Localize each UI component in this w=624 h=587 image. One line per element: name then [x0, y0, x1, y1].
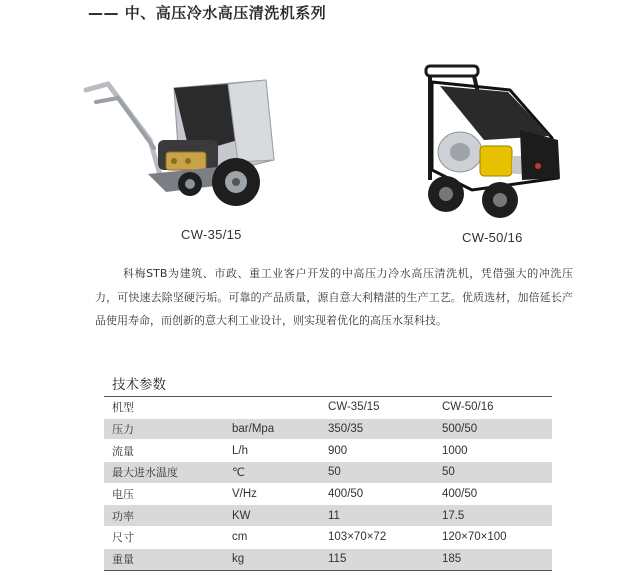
product-image-cw-35-15: [78, 70, 278, 220]
spec-row-label: 电压: [112, 488, 134, 502]
spec-row-unit: KW: [232, 509, 251, 522]
spec-row-value-cw-35-15: 400/50: [328, 488, 364, 501]
spec-row-value-cw-35-15: 11: [328, 509, 340, 522]
spec-row-value-cw-50-16: 185: [441, 553, 462, 566]
spec-header-cw-35-15: CW-35/15: [328, 401, 380, 414]
spec-row-weight: [104, 548, 552, 570]
product-caption-cw-50-16: CW-50/16: [462, 230, 523, 245]
spec-table: [104, 396, 552, 571]
spec-row-voltage: [104, 483, 552, 505]
spec-row-flow: [104, 440, 552, 462]
spec-row-value-cw-35-15: 900: [328, 444, 348, 457]
spec-row-label: 最大进水温度: [112, 466, 178, 480]
product-image-cw-50-16: [412, 60, 572, 220]
spec-row-unit: V/Hz: [232, 488, 257, 501]
spec-row-value-cw-35-15: 115: [328, 553, 347, 566]
spec-table-header-row: [104, 397, 552, 419]
spec-row-unit: L/h: [232, 444, 248, 457]
spec-row-max-inlet-temp: [104, 462, 552, 484]
spec-header-cw-50-16: CW-50/16: [441, 401, 494, 414]
spec-section-title: 技术参数: [112, 377, 166, 393]
spec-row-label: 功率: [112, 509, 134, 523]
spec-header-unit: [224, 397, 320, 419]
spec-row-value-cw-50-16: 17.5: [441, 509, 465, 522]
spec-row-unit: bar/Mpa: [232, 423, 275, 436]
spec-row-label: 压力: [112, 423, 134, 437]
spec-row-value-cw-50-16: 120×70×100: [441, 531, 507, 544]
spec-row-value-cw-35-15: 103×70×72: [328, 531, 387, 544]
spec-row-unit: cm: [232, 531, 248, 544]
spec-header-model: 机型: [112, 401, 134, 415]
spec-row-label: 重量: [112, 553, 134, 567]
spec-row-value-cw-50-16: 50: [441, 466, 455, 479]
spec-row-value-cw-35-15: 50: [328, 466, 341, 479]
spec-row-value-cw-50-16: 1000: [441, 444, 468, 457]
spec-row-value-cw-50-16: 500/50: [441, 423, 478, 436]
spec-row-label: 尺寸: [112, 531, 134, 545]
spec-row-unit: kg: [232, 553, 245, 566]
product-caption-cw-35-15: CW-35/15: [181, 227, 242, 242]
spec-row-label: 流量: [112, 444, 134, 458]
page-title: —— 中、高压冷水高压清洗机系列: [88, 4, 327, 22]
spec-row-value-cw-50-16: 400/50: [441, 488, 478, 501]
spec-row-power: [104, 505, 552, 527]
spec-row-pressure: [104, 418, 552, 440]
spec-row-dimensions: [104, 527, 552, 549]
intro-paragraph: 科梅STB为建筑、市政、重工业客户开发的中高压力冷水高压清洗机，凭借强大的冲洗压力，可快速去除坚硬污垢。可靠的产品质量，源自意大利精湛的生产工艺。优质选材，加倍延长产品使用寿命，而创新的意大利工业设计，则实现着优化的高压水泵科技。: [95, 267, 573, 327]
spec-row-value-cw-35-15: 350/35: [328, 423, 364, 436]
spec-row-unit: ℃: [232, 467, 245, 480]
